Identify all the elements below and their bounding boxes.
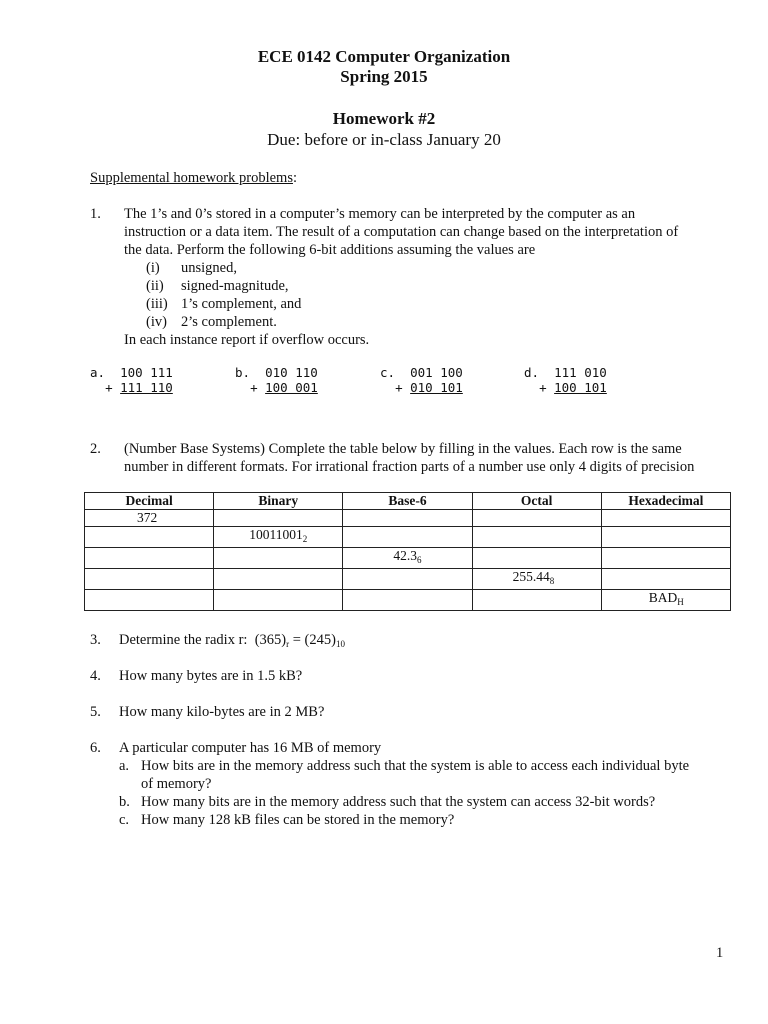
problem-5-number: 5. [90,704,101,720]
section-title [90,169,297,187]
problem-6a-line-2: of memory? [141,776,212,792]
addition-d-label: d. [524,365,540,380]
addition-b-bottom: 100 001 [265,380,318,395]
addition-d-top: 111 010 [554,365,607,380]
cell-empty [601,569,730,590]
option-i-text: unsigned, [181,260,237,276]
cell-base6-given [343,548,472,569]
table-row [85,527,731,548]
addition-c-top: 001 100 [410,365,463,380]
given-hex-base: H [677,597,684,607]
addition-b-plus: + [250,380,258,395]
problem-2-line-1: (Number Base Systems) Complete the table below by filling in the values. Each row is the same [124,441,682,457]
problem-1-line-3: the data. Perform the following 6-bit additions assuming the values are [124,242,536,258]
problem-6-number: 6. [90,740,101,756]
addition-b-label: b. [235,365,251,380]
table-row [85,569,731,590]
problem-1-number: 1. [90,206,101,222]
section-title-text: Supplemental homework problems [90,170,293,186]
problem-2-number: 2. [90,441,101,457]
option-iii-label: (iii) [146,296,168,312]
course-title: ECE 0142 Computer Organization [257,47,511,66]
given-base6-base: 6 [417,555,422,565]
cell-empty [601,548,730,569]
problem-3-number: 3. [90,632,101,648]
addition-b [235,364,318,394]
cell-empty [472,510,601,527]
problem-6c-line-1: How many 128 kB files can be stored in the memory? [141,812,455,828]
cell-empty [343,527,472,548]
cell-octal-given [472,569,601,590]
option-ii-text: signed-magnitude, [181,278,289,294]
problem-6b-line-1: How many bits are in the memory address such that the system can access 32-bit words? [141,794,656,810]
header-base6: Base-6 [343,493,472,510]
table-row [85,590,731,611]
addition-d-bottom: 100 101 [554,380,607,395]
page-number: 1 [716,945,724,961]
cell-empty [85,527,214,548]
term: Spring 2015 [340,67,428,86]
addition-c-label: c. [380,365,396,380]
problem-1-closing: In each instance report if overflow occurs. [124,332,370,348]
problem-3-rhs: (245) [304,632,336,648]
addition-d-plus: + [539,380,547,395]
addition-c-bottom: 010 101 [410,380,463,395]
given-decimal-value: 372 [137,510,158,525]
cell-binary-given [214,527,343,548]
problem-6a-line-1: How bits are in the memory address such that the system is able to access each individual byte [141,758,690,774]
cell-empty [343,590,472,611]
addition-a-label: a. [90,365,106,380]
header-octal: Octal [472,493,601,510]
cell-empty [472,527,601,548]
cell-empty [601,510,730,527]
cell-empty [343,510,472,527]
option-iii-text: 1’s complement, and [181,296,302,312]
problem-6c-label: c. [119,812,130,828]
problem-3-prompt: Determine the radix r: [119,632,248,648]
header-binary: Binary [214,493,343,510]
cell-empty [85,548,214,569]
given-hex-value: BAD [648,590,678,605]
assignment-title: Homework #2 [332,109,436,128]
option-ii-label: (ii) [146,278,164,294]
addition-a-bottom: 111 110 [120,380,173,395]
conversion-table [84,492,731,611]
cell-empty [214,510,343,527]
addition-c-plus: + [395,380,403,395]
cell-empty [214,569,343,590]
cell-hex-given [601,590,730,611]
given-base6-value: 42.3 [393,548,417,563]
problem-4-number: 4. [90,668,101,684]
header-decimal: Decimal [85,493,214,510]
table-row [85,548,731,569]
cell-empty [85,590,214,611]
problem-4-text: How many bytes are in 1.5 kB? [119,668,303,684]
problem-1-line-2: instruction or a data item. The result of a computation can change based on the interpretation of [124,224,679,240]
problem-6a-label: a. [119,758,130,774]
addition-b-top: 010 110 [265,365,318,380]
addition-c [380,364,463,394]
addition-a [90,364,173,394]
problem-3-lhs-radix: r [286,639,290,649]
addition-a-top: 100 111 [120,365,173,380]
header-hexadecimal: Hexadecimal [601,493,730,510]
problem-3-rhs-radix: 10 [335,639,345,649]
problem-2-line-2: number in different formats. For irrational fraction parts of a number use only 4 digits of precision [124,459,695,475]
option-i-label: (i) [146,260,160,276]
given-octal-value: 255.44 [512,569,550,584]
problem-6b-label: b. [119,794,130,810]
cell-empty [85,569,214,590]
option-iv-text: 2’s complement. [181,314,277,330]
problem-3-text [119,631,345,653]
cell-empty [214,590,343,611]
addition-a-plus: + [105,380,113,395]
problem-3-lhs: (365) [254,632,287,648]
addition-d [524,364,607,394]
table-row [85,510,731,527]
cell-decimal-given [85,510,214,527]
problem-5-text: How many kilo-bytes are in 2 MB? [119,704,325,720]
given-binary-base: 2 [302,534,308,544]
problem-6-text: A particular computer has 16 MB of memory [119,740,382,756]
problem-1-line-1: The 1’s and 0’s stored in a computer’s memory can be interpreted by the computer as an [124,206,636,222]
problem-3-equals: = [292,632,301,648]
cell-empty [601,527,730,548]
due-date: Due: before or in-class January 20 [267,130,501,149]
section-title-colon: : [292,170,297,186]
cell-empty [214,548,343,569]
option-iv-label: (iv) [146,314,167,330]
given-octal-base: 8 [549,576,555,586]
cell-empty [343,569,472,590]
table-header-row [85,493,731,510]
cell-empty [472,590,601,611]
given-binary-value: 10011001 [249,527,303,542]
cell-empty [472,548,601,569]
